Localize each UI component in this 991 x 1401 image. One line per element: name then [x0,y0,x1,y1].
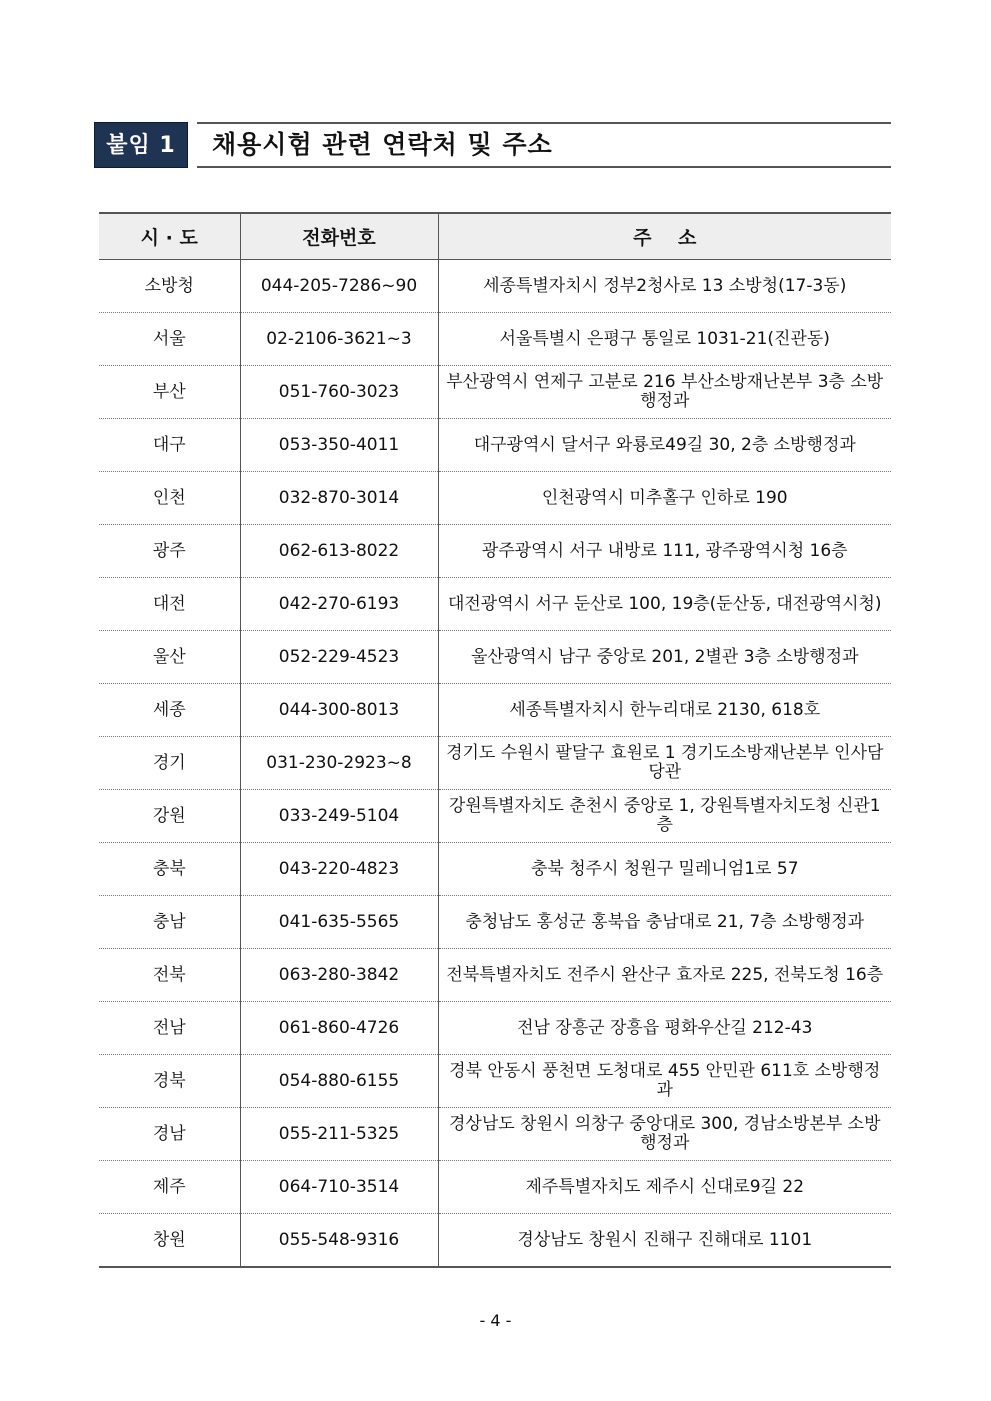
column-header-address: 주 소 [438,213,891,260]
region-cell: 소방청 [99,260,240,313]
region-cell: 충북 [99,843,240,896]
column-header-phone: 전화번호 [240,213,438,260]
table-row [99,896,891,949]
table-row [99,472,891,525]
region-cell: 서울 [99,313,240,366]
phone-cell: 062-613-8022 [240,525,438,578]
address-cell: 충청남도 홍성군 홍북읍 충남대로 21, 7층 소방행정과 [438,896,891,949]
region-cell: 전남 [99,1002,240,1055]
region-cell: 인천 [99,472,240,525]
title-rule-bottom [197,166,891,168]
table-row [99,1161,891,1214]
table-row [99,419,891,472]
table-row [99,949,891,1002]
table-row [99,1055,891,1108]
table-row [99,1002,891,1055]
address-cell: 대구광역시 달서구 와룡로49길 30, 2층 소방행정과 [438,419,891,472]
region-cell: 강원 [99,790,240,843]
region-cell: 대구 [99,419,240,472]
region-cell: 전북 [99,949,240,1002]
region-cell: 울산 [99,631,240,684]
address-cell: 경북 안동시 풍천면 도청대로 455 안민관 611호 소방행정과 [438,1055,891,1108]
region-cell: 경기 [99,737,240,790]
table-row [99,1108,891,1161]
table-row [99,1214,891,1268]
address-cell: 전남 장흥군 장흥읍 평화우산길 212-43 [438,1002,891,1055]
phone-cell: 02-2106-3621~3 [240,313,438,366]
address-cell: 세종특별자치시 정부2청사로 13 소방청(17-3동) [438,260,891,313]
table-row [99,843,891,896]
phone-cell: 061-860-4726 [240,1002,438,1055]
address-cell: 세종특별자치시 한누리대로 2130, 618호 [438,684,891,737]
table-row [99,684,891,737]
table-row [99,260,891,313]
address-cell: 부산광역시 연제구 고분로 216 부산소방재난본부 3층 소방행정과 [438,366,891,419]
address-cell: 서울특별시 은평구 통일로 1031-21(진관동) [438,313,891,366]
page-title: 채용시험 관련 연락처 및 주소 [212,130,553,159]
address-cell: 제주특별자치도 제주시 신대로9길 22 [438,1161,891,1214]
phone-cell: 032-870-3014 [240,472,438,525]
contact-table [99,212,891,1268]
table-row [99,578,891,631]
region-cell: 충남 [99,896,240,949]
phone-cell: 053-350-4011 [240,419,438,472]
phone-cell: 044-205-7286~90 [240,260,438,313]
address-cell: 대전광역시 서구 둔산로 100, 19층(둔산동, 대전광역시청) [438,578,891,631]
phone-cell: 055-548-9316 [240,1214,438,1268]
region-cell: 경남 [99,1108,240,1161]
region-cell: 세종 [99,684,240,737]
phone-cell: 042-270-6193 [240,578,438,631]
address-cell: 강원특별자치도 춘천시 중앙로 1, 강원특별자치도청 신관1층 [438,790,891,843]
table-body [99,260,891,1268]
phone-cell: 031-230-2923~8 [240,737,438,790]
table-row [99,790,891,843]
phone-cell: 055-211-5325 [240,1108,438,1161]
column-header-region: 시 · 도 [99,213,240,260]
phone-cell: 052-229-4523 [240,631,438,684]
region-cell: 경북 [99,1055,240,1108]
address-cell: 전북특별자치도 전주시 완산구 효자로 225, 전북도청 16층 [438,949,891,1002]
attachment-badge: 붙임 1 [94,122,188,168]
region-cell: 부산 [99,366,240,419]
page-number: - 4 - [479,1311,512,1330]
table-row [99,313,891,366]
address-cell: 경상남도 창원시 진해구 진해대로 1101 [438,1214,891,1268]
address-cell: 광주광역시 서구 내방로 111, 광주광역시청 16층 [438,525,891,578]
region-cell: 창원 [99,1214,240,1268]
section-header [94,122,891,168]
address-cell: 인천광역시 미추홀구 인하로 190 [438,472,891,525]
phone-cell: 041-635-5565 [240,896,438,949]
phone-cell: 043-220-4823 [240,843,438,896]
region-cell: 광주 [99,525,240,578]
region-cell: 제주 [99,1161,240,1214]
phone-cell: 033-249-5104 [240,790,438,843]
address-cell: 울산광역시 남구 중앙로 201, 2별관 3층 소방행정과 [438,631,891,684]
table-row [99,366,891,419]
phone-cell: 051-760-3023 [240,366,438,419]
table-row [99,525,891,578]
region-cell: 대전 [99,578,240,631]
table-header-row [99,213,891,260]
phone-cell: 063-280-3842 [240,949,438,1002]
phone-cell: 054-880-6155 [240,1055,438,1108]
phone-cell: 044-300-8013 [240,684,438,737]
phone-cell: 064-710-3514 [240,1161,438,1214]
address-cell: 경상남도 창원시 의창구 중앙대로 300, 경남소방본부 소방행정과 [438,1108,891,1161]
table-row [99,737,891,790]
address-cell: 경기도 수원시 팔달구 효원로 1 경기도소방재난본부 인사담당관 [438,737,891,790]
address-cell: 충북 청주시 청원구 밀레니엄1로 57 [438,843,891,896]
table-row [99,631,891,684]
